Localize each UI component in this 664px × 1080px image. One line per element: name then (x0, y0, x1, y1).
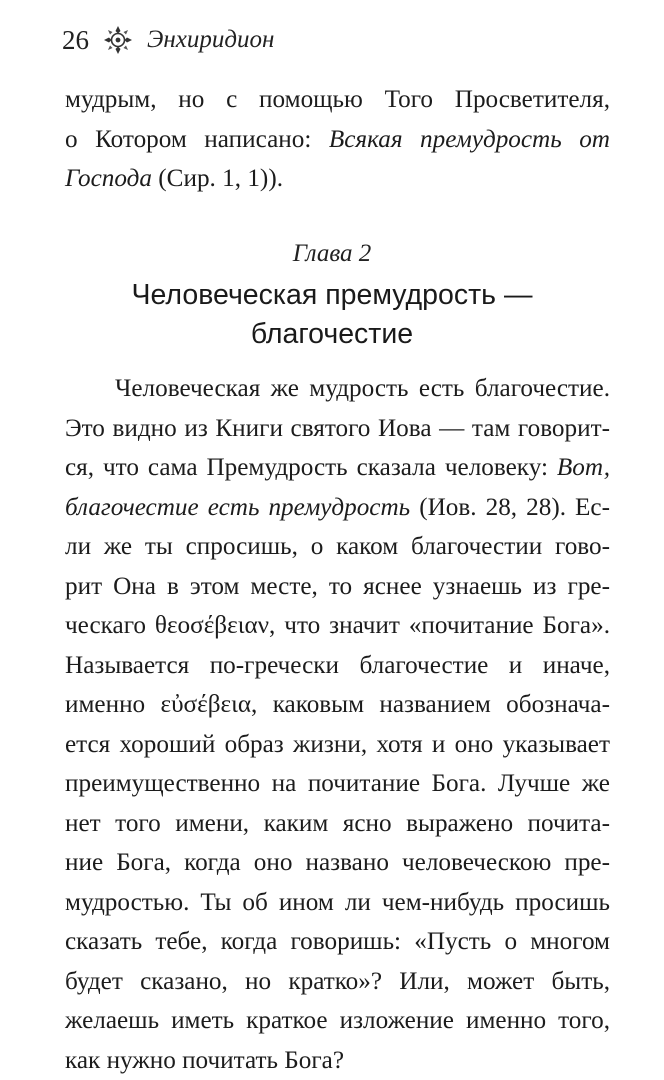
text-line: преимущественно на почитание Бога. Лучше же (65, 764, 610, 804)
cross-ornament-icon (103, 25, 133, 55)
intro-paragraph (65, 80, 610, 199)
main-paragraph (65, 369, 610, 1080)
text-line: рит Она в этом месте, то яснее узнаешь из гре- (65, 567, 610, 607)
quote-italic: Вот, (557, 454, 610, 481)
text-line: Человеческая же мудрость есть благочестие. (65, 369, 610, 409)
text-line: нет того имени, каким ясно выражено почита- (65, 804, 610, 844)
text-line (65, 448, 610, 488)
chapter-title (0, 276, 664, 354)
text-line (65, 120, 610, 160)
quote-italic: Всякая премудрость от (329, 126, 610, 153)
quote-italic: благочестие есть премудрость (65, 494, 410, 521)
quote-italic: Господа (65, 165, 152, 192)
text-span: (Сир. 1, 1)). (152, 165, 283, 192)
text-line: желаешь иметь краткое изложение именно того, (65, 1001, 610, 1041)
text-line: как нужно почитать Бога? (65, 1041, 610, 1080)
text-span: ся, что сама Премудрость сказала человеку: (65, 454, 557, 481)
text-span: о Котором написано: (65, 126, 329, 153)
text-line: сказать тебе, когда говоришь: «Пусть о многом (65, 922, 610, 962)
text-line: именно εὐσέβεια, каковым названием обознача- (65, 685, 610, 725)
text-line: будет сказано, но кратко»? Или, может быть, (65, 962, 610, 1002)
text-line: ние Бога, когда оно названо человеческою пре- (65, 843, 610, 883)
page-number: 26 (62, 25, 89, 56)
running-header (62, 22, 274, 58)
text-line: Это видно из Книги святого Иова — там говорит- (65, 409, 610, 449)
text-line: мудростью. Ты об ином ли чем-нибудь просишь (65, 883, 610, 923)
running-title: Энхиридион (147, 26, 274, 54)
text-line: мудрым, но с помощью Того Просветителя, (65, 80, 610, 120)
text-line: Называется по-гречески благочестие и иначе, (65, 646, 610, 686)
text-line: ли же ты спросишь, о каком благочестии гово- (65, 527, 610, 567)
chapter-title-line: Человеческая премудрость — (0, 276, 664, 315)
chapter-title-line: благочестие (0, 315, 664, 354)
text-line: ческаго θεοσέβειαν, что значит «почитание Бога». (65, 606, 610, 646)
text-span: (Иов. 28, 28). Ес- (410, 494, 610, 521)
text-line: ется хороший образ жизни, хотя и оно указывает (65, 725, 610, 765)
text-line (65, 159, 610, 199)
text-line (65, 488, 610, 528)
chapter-label: Глава 2 (0, 240, 664, 268)
